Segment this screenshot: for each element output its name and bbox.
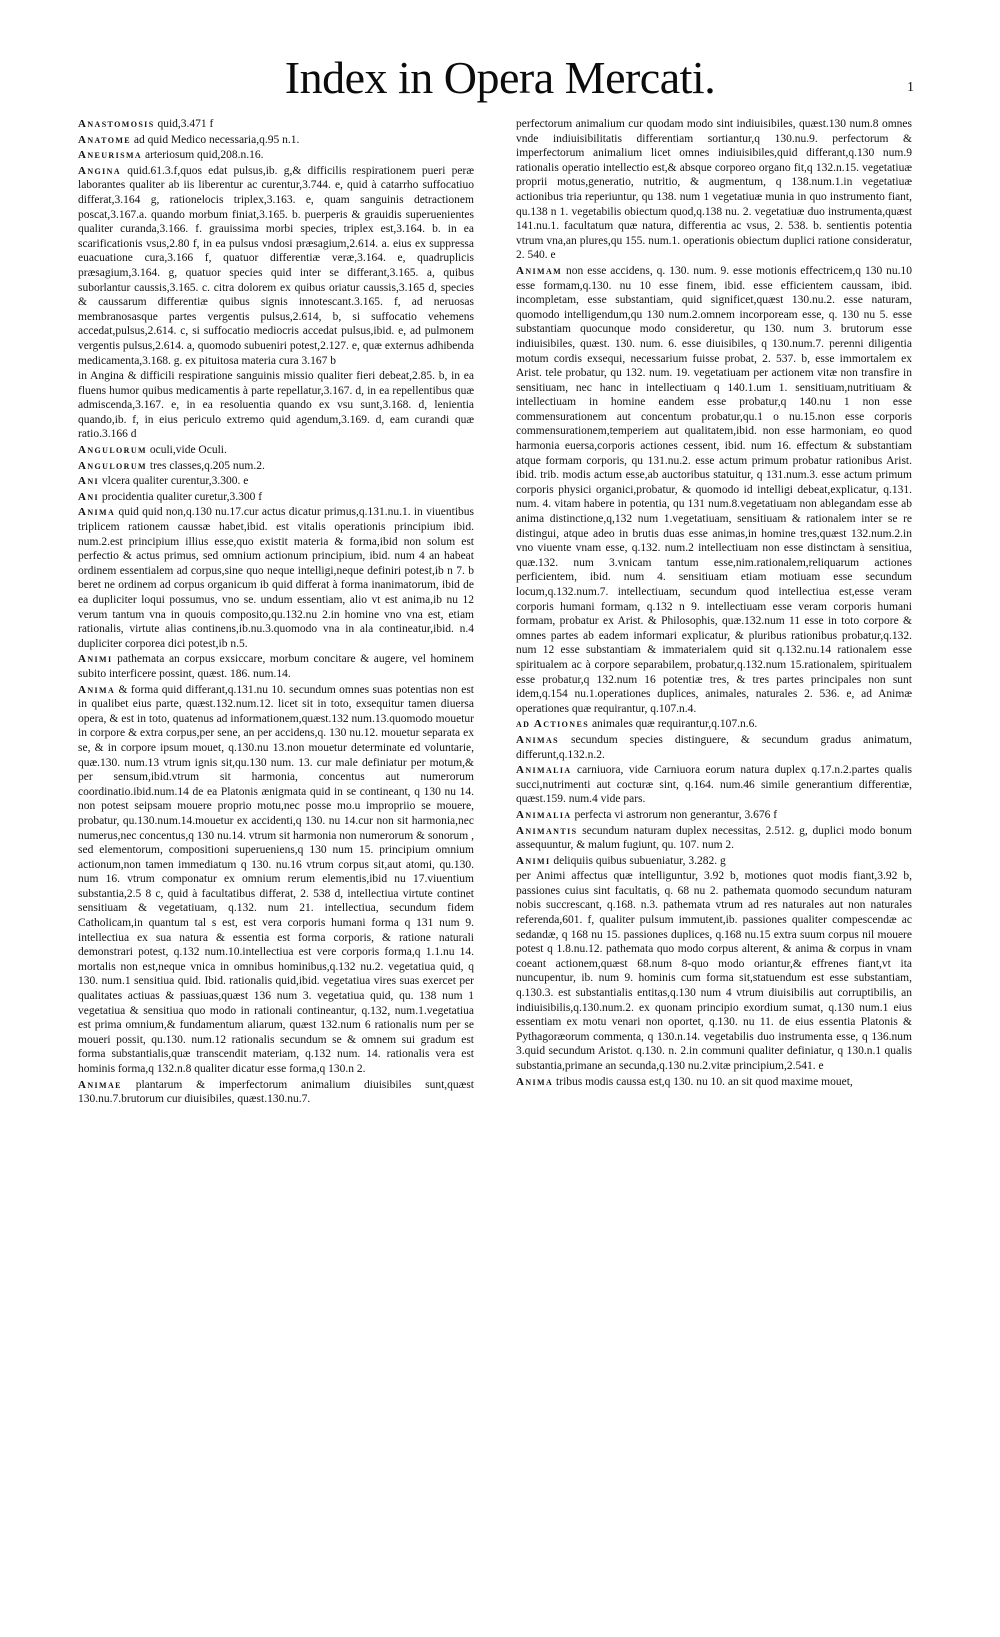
index-headword: Anima [516, 1075, 554, 1088]
index-headword: Animantis [516, 824, 578, 837]
index-entry-text: in Angina & difficili respiratione sanguinis missio qualiter fieri debeat,2.85. b, in ea fluens humor quibus medicamentis à parte repellatur,3.167. d, in ea repellentibus quæ admiscenda,3.167. e, in ea resoluentia quando ex vsu sunt,3.168. d, lenientia quando,ib. f, in eius periculo extremo quid agendum,3.169. d, eam curandi quæ ratio.3.166 d [78, 370, 474, 441]
index-entry-text: tribus modis caussa est,q 130. nu 10. an sit quod maxime mouet, [553, 1075, 853, 1088]
page-title: Index in Opera Mercati. [284, 52, 716, 103]
index-entry-text: arteriosum quid,208.n.16. [142, 149, 264, 162]
index-entry [78, 117, 474, 132]
index-entry [78, 369, 474, 442]
index-entry-text: oculi,vide Oculi. [147, 444, 227, 457]
index-headword: ad Actiones [516, 718, 590, 731]
index-entry-text: vlcera qualiter curentur,3.300. e [99, 475, 249, 488]
index-entry-text: per Animi affectus quæ intelliguntur, 3.92 b, motiones quot modis fiant,3.92 b, passiones cuius sint facultatis, q. 68 nu 2. pathemata quomodo secundum naturam nobis succrescant, q.168. n.3. pathemata vtrum ad res naturales aut non naturales referenda,601. f, qualiter pulsum immutent,ib. passiones qualiter compescendæ ac sedandæ, q 168 nu 15. passiones duplices, q.168 nu.15 extra suum corpus nil mouere potest q 1.8.nu.12. pathemata quo modo corpus alterent, & anima & corpus in vnam coeant actionem,quæst 68.num 8-quo modo oriantur,& effrenes fiant,vt ita nuncupentur, ib. num 9. hominis cum forma sit,statuendum est esse substantiam, q.130.3. est substantialis entitas,q.130 num 4 vtrum diuisibilis aut corruptibilis, an indiuisibilis,q.130.num.2. ex quonam principio exordium sumat, q.130 num.1 eius essentiam ex motu venari non oportet, q.130. nu 11. de eius essentia Platonis & Pythagoræorum commenta, q 130.n.14. vegetabilis duo instrumenta esse, q 136.num 3.quid secundum Aristot. q.130. n. 2.in communi qualiter definiatur, q 130.n.1 qualis substantia,primane an secunda,q.130 nu.2.vitæ principium,2.541. e [516, 870, 912, 1072]
index-headword: Anima [78, 683, 116, 696]
index-entry [516, 869, 912, 1073]
index-entry-text: perfectorum animalium cur quodam modo sint indiuisibiles, quæst.130 num.8 omnes vnde indiuisibilitatis differentiam sortiantur,q 130.nu.9. perfectorum & imperfectorum animalium licet omnes indiuisibiles,quid differant,q.130 num.9 rationalis operatio intellectio est,& absque corporeo organo fit,q 132.n.15. vegetatiuæ proprii motus,generatio, nutritio, & augmentum, q 138.num.1.in vegetatiuæ actionibus tria reperiuntur, qu 138. num 1 vegetatiuæ munia in quo instrumento fiant, qu.138 n 1. vegetabilis obiectum quod,q.138 nu. 2. vegetatiuæ duo instrumenta,quæst 141.nu.1. facultatum quæ natura, differentia ac vsus, 2. 538. b. sentientis potentia vtrum vna,an plures,qu 155. num.1. operationis obiectum duplici ratione consideratur, 2. 540. e [516, 118, 912, 262]
index-entry-text: & forma quid differant,q.131.nu 10. secundum omnes suas potentias non est in qualibet eius parte, quæst.132.num.12. licet sit in toto, exsequitur tamen diuersa opera, & est in toto, quatenus ad informationem,quæst.132 num.13.quomodo mouetur in corpore & extra corpus,per sene, an per accidens,q. 130 nu.12. mouetur separata ex se, & in corpore ipsum mouet, q.130.nu 13.non mouetur determinate ed voluntarie, quæ.130. num.13 vtrum ignis sit,qu.130 num. 13. cur male definiatur per motum,& per sensum,ibid.vtrum sit harmonia, concentus aut numerorum coordinatio.ibid.num.14 de ea Platonis ænigmata quid in se contineant, q 130 nu 14. non potest seipsam mouere proprio motu,nec posse mo.u impropriio se mouere, probatur, qu.130.num.14.mouetur ex accidenti,q 130. nu 14.cur non sit harmonia,nec numerus,nec concentus,q 130 nu.14. vtrum sit harmonia non numerorum & sonorum , sed elementorum, compositioni superueniens,q 130 num 15. principium omnium actionum,non tamen immediatum q 130. nu.16 vtrum corpus sit,aut atomi, qu.130. num 16. vtrum componatur ex omnium rerum elementis,ibid nu 17.viuentium substantia,2.5 8 c, quid à facultatibus differat, 2. 538 d, intellectiua virtute continet sensitiuam & vegetatiuam, q.132. num 21. intellectiua, secundum fidem Catholicam,in quantum tal s est, est vera corporis humani forma q 131 num 9. intellectiua ex sua natura & essentia est forma corporis, & ratione naturali demonstrari potest, q.132 num.10.intellectiua est vere corporis forma,q 1.1.nu 14. mortalis non est,neque vnica in omnibus hominibus,q.132 nu.2. vegetatiua quid, q 130. num.1 sensitiua quid. Ibid. rationalis quid,ibid. vegetatiua vires suas exercet per qualitates actiuas & passiuas,quæst 136 num 3. vegetatiua quid, qu. 138 num 1 vegetatiua & sensitiua quo modo in rationali contineantur, q.132, num.1.vegetatiua est prima omnium,& fundamentum aliarum, quæst 132.num 6 rationalis num per se moueri possit, qu.130. num.12 rationalis secundum se & omnem sui gradum est forma substantialis,quæ transcendit materiam, q.132 num. 14. rationalis vera est hominis forma,q 132.n.8 qualiter dicatur esse forma,q 130.n 2. [78, 683, 474, 1075]
index-entry [78, 1078, 474, 1107]
index-entry [516, 1075, 912, 1090]
index-headword: Angulorum [78, 459, 147, 472]
index-headword: Animae [78, 1078, 122, 1091]
index-entry [78, 505, 474, 651]
index-entry-text: non esse accidens, q. 130. num. 9. esse motionis effectricem,q 130 nu.10 esse formam,q.130. nu 10 esse finem, ibid. esse efficientem caussam, ibid. incompletam, esse substantiam, quid significet,quæst 130.nu.2. esse naturam, quomodo intelligendum,qu 130 num.2.omnem incorpoream esse, q. 130 nu 5. esse substantiam quocunque modo consideretur, qu 130. num 3. brutorum esse indiuisibiles, quæst. 130. num. 6. esse diuisibiles, q 130.num.7. perenni diligentia motum cordis exsequi, necessarium fuisse probat, 2. 537. b, esse immortalem ex Arist. tele probatur, qu 132. num. 19. vegetatiuam per actionem vitæ non transfire in sensitiuam, nec hanc in intellectiuam q 140.1.um 1. sensitiuam,nutritiuam & intellectiuam in homine eandem esse probatur,q 140.nu 1 non esse commensurationem aut concentum probatur,qu.1 o nu.15.non esse corporis commensurationem,temperiem aut qualitatem,ibid. non esse harmoniam, eo quod harmonia euersa,corporis actiones cessent, ibid. num 16. effectum & substantiam atque formam corporis, qu 131.nu.2. esse actum primum probatur rationibus Arist. ibid. trib. modis actum esse,ab auctoribus statuitur, q 131.num.3. esse actum primum corporis physici organici,probatur, & quomodo id intelligi debeat,explicatur, q.131. num. 4. vitam habere in potentia, qu 131 num.8.vegetatiuam non ablegandam esse ab anima distinctione,q,132 num 1.vegetatiuam, sensitiuam & rationalem inter se re distingui, atque adeo in brutis duas esse animas,in homine tres,quæst 132.num.2.in vno viuente vnam esse, q.132. num.2 intellectiuam non esse distinctam à sensitiua, quæ.132. num 3.vnicam tantum esse,nim.rationalem,reliquarum actiones perficientem, ibid. num 4. sensitiuam etiam motiuam esse secundum locum,q.132.num.7. intellectiuam, secundum quod intellectiua est,esse veram corporis humani formam, q.132 n 9. intellectiuam esse veram corporis humani formam, probatur ex Arist. & Philosophis, quæ.132.num 11 esse in toto corpore & omnes partes ab eadem informari explicatur, & pluribus rationibus probatur,q.132. num 12 esse substantiam & immaterialem quid sit q.132.nu.14 rationalem esse spiritualem ac à corpore separabilem, probatur,q.132.num 15.rationalem, spiritualem esse probatur,q 132.num 16 potentiæ tres, & tres partes principales non sunt idem,q.154 nu.1.operationes duplices, animales, naturales 2. 536. e, ad Animæ operationes quæ requirantur, q.107.n.4. [516, 264, 912, 715]
index-headword: Aneurisma [78, 149, 143, 162]
index-headword: Anima [78, 506, 116, 519]
index-entry [516, 824, 912, 853]
page-number: 1 [907, 80, 914, 95]
index-entry-text: secundum naturam duplex necessitas, 2.512. g, duplici modo bonum assequuntur, & malum fugiunt, qu. 107. num 2. [516, 824, 912, 852]
index-entry-text: perfecta vi astrorum non generantur, 3.676 f [571, 808, 778, 821]
index-entry [516, 264, 912, 716]
index-entry-text: pathemata an corpus exsiccare, morbum concitare & augere, vel hominem subito interficere possint, quæst. 186. num.14. [78, 653, 474, 680]
index-entry [516, 717, 912, 732]
index-entry-text: quid,3.471 f [154, 118, 214, 130]
index-entry-text: secundum species distinguere, & secundum gradus animatum, differunt,q.132.n.2. [516, 733, 912, 761]
index-entry-text: deliquiis quibus subueniatur, 3.282. g [550, 854, 726, 867]
index-headword: Ani [78, 475, 100, 488]
index-entry-text: quid.61.3.f,quos edat pulsus,ib. g,& difficilis respirationem pueri peræ laborantes qualiter ab iis liberentur ac curentur,3.744. e, quid à catarrho suffocatiuo differat,3.164 g, rationelocis triplex,3.163. e, quam sanguinis detractionem poscat,3.167.a. quando morbum finiat,3.165. b. puerperis & grauidis superuenientes qualiter curanda,3.166. f. grauissima morbi species, triplex est,3.164. b. in ea scarificationis vsus,2.80 f, in ea pulsus vndosi præsagium,2.614. a. eius ex suppressa euacuatione cura,3.166 f, quatuor differentiæ veræ,3.164. e, quadruplicis præsagium,3.164. g, quatuor species quid inter se differant,3.165. a, quibus suborlantur caussis,3.165. c. citra dolorem ex quibus oriatur caussis,3.165 d, species & caussarum differentiæ quibus signis innotescant.3.165. f, ad neruosas membranosasque partes vergentis pulsus,2.614, b, si suffocatio vehemens accedat,pulsus,2.614. c, si suffocatio mediocris accedat pulsus,ibid. e, ad pulmonem vergentis pulsus,2.614. a, quomodo subueniri potest,2.127. e, quæ externus adhibenda medicamenta,3.168. g. ex pituitosa materia cura 3.167 b [78, 164, 474, 367]
index-headword: Animalia [516, 808, 572, 821]
index-entry [78, 474, 474, 489]
index-entry [516, 854, 912, 869]
index-entry [516, 733, 912, 762]
index-entry-text: procidentia qualiter curetur,3.300 f [99, 490, 263, 503]
index-entry [78, 133, 474, 148]
index-entry-text: carniuora, vide Carniuora eorum natura duplex q.17.n.2.partes qualis succi,nutrimenti aut cocturæ sint, q.164. num.46 simile generantium differentiæ, quæst.159. num.4 vide pars. [516, 764, 912, 806]
index-headword: Animi [516, 854, 551, 867]
index-headword: Animi [78, 653, 113, 666]
index-headword: Ani [78, 490, 100, 503]
index-entry [78, 652, 474, 681]
index-entry [78, 148, 474, 163]
index-entry [78, 683, 474, 1077]
index-entry [78, 490, 474, 505]
index-headword: Angulorum [78, 444, 147, 457]
index-headword: Anatome [78, 133, 132, 146]
index-entry [78, 164, 474, 368]
index-column-left [78, 117, 474, 1622]
index-entry-text: tres classes,q.205 num.2. [147, 459, 265, 472]
index-entry [78, 459, 474, 474]
index-entry [78, 443, 474, 458]
index-headword: Anastomosis [78, 118, 155, 130]
index-entry-text: plantarum & imperfectorum animalium diuisibiles sunt,quæst 130.nu.7.brutorum cur diuisibiles, quæst.130.nu.7. [78, 1078, 474, 1106]
index-entry-text: animales quæ requirantur,q.107.n.6. [589, 718, 758, 731]
index-headword: Animalia [516, 764, 572, 777]
index-entry-text: ad quid Medico necessaria,q.95 n.1. [131, 133, 300, 146]
index-headword: Angina [78, 164, 122, 177]
index-entry [516, 808, 912, 823]
index-entry [516, 117, 912, 263]
index-entry-text: quid quid non,q.130 nu.17.cur actus dicatur primus,q.131.nu.1. in viuentibus triplicem rationem caussæ habet,ibid. est vitalis operationis principium ibid. num.2.est principium illius esse,quo existit materia & forma,ibid non solum est perfectio & actus primus, sed omnium actionum principium, ibid. num 4 an habeat ordinem essentialem ad corpus,sine quo neque intelligi,neque definiri potest,ib n 7. b beret ne ordinem ad corpus organicum ib quid differat à forma inanimatorum, ibid de ea dupliciter loqui possumus, vno se. undum essentiam, alio vt est anima,ib nu 12 verum tantum vna in quouis composito,qu.132.nu 2.in homine vno vna est, etiam rationalis, virtute alias continens,ib.nu.3.quomodo vna in ala contineatur,ibid. n.4 dupliciter corporea dici potest,ib n.5. [78, 506, 474, 650]
index-entry [516, 763, 912, 807]
index-column-right [516, 117, 912, 1612]
index-headword: Animam [516, 264, 563, 277]
index-headword: Animas [516, 733, 560, 746]
